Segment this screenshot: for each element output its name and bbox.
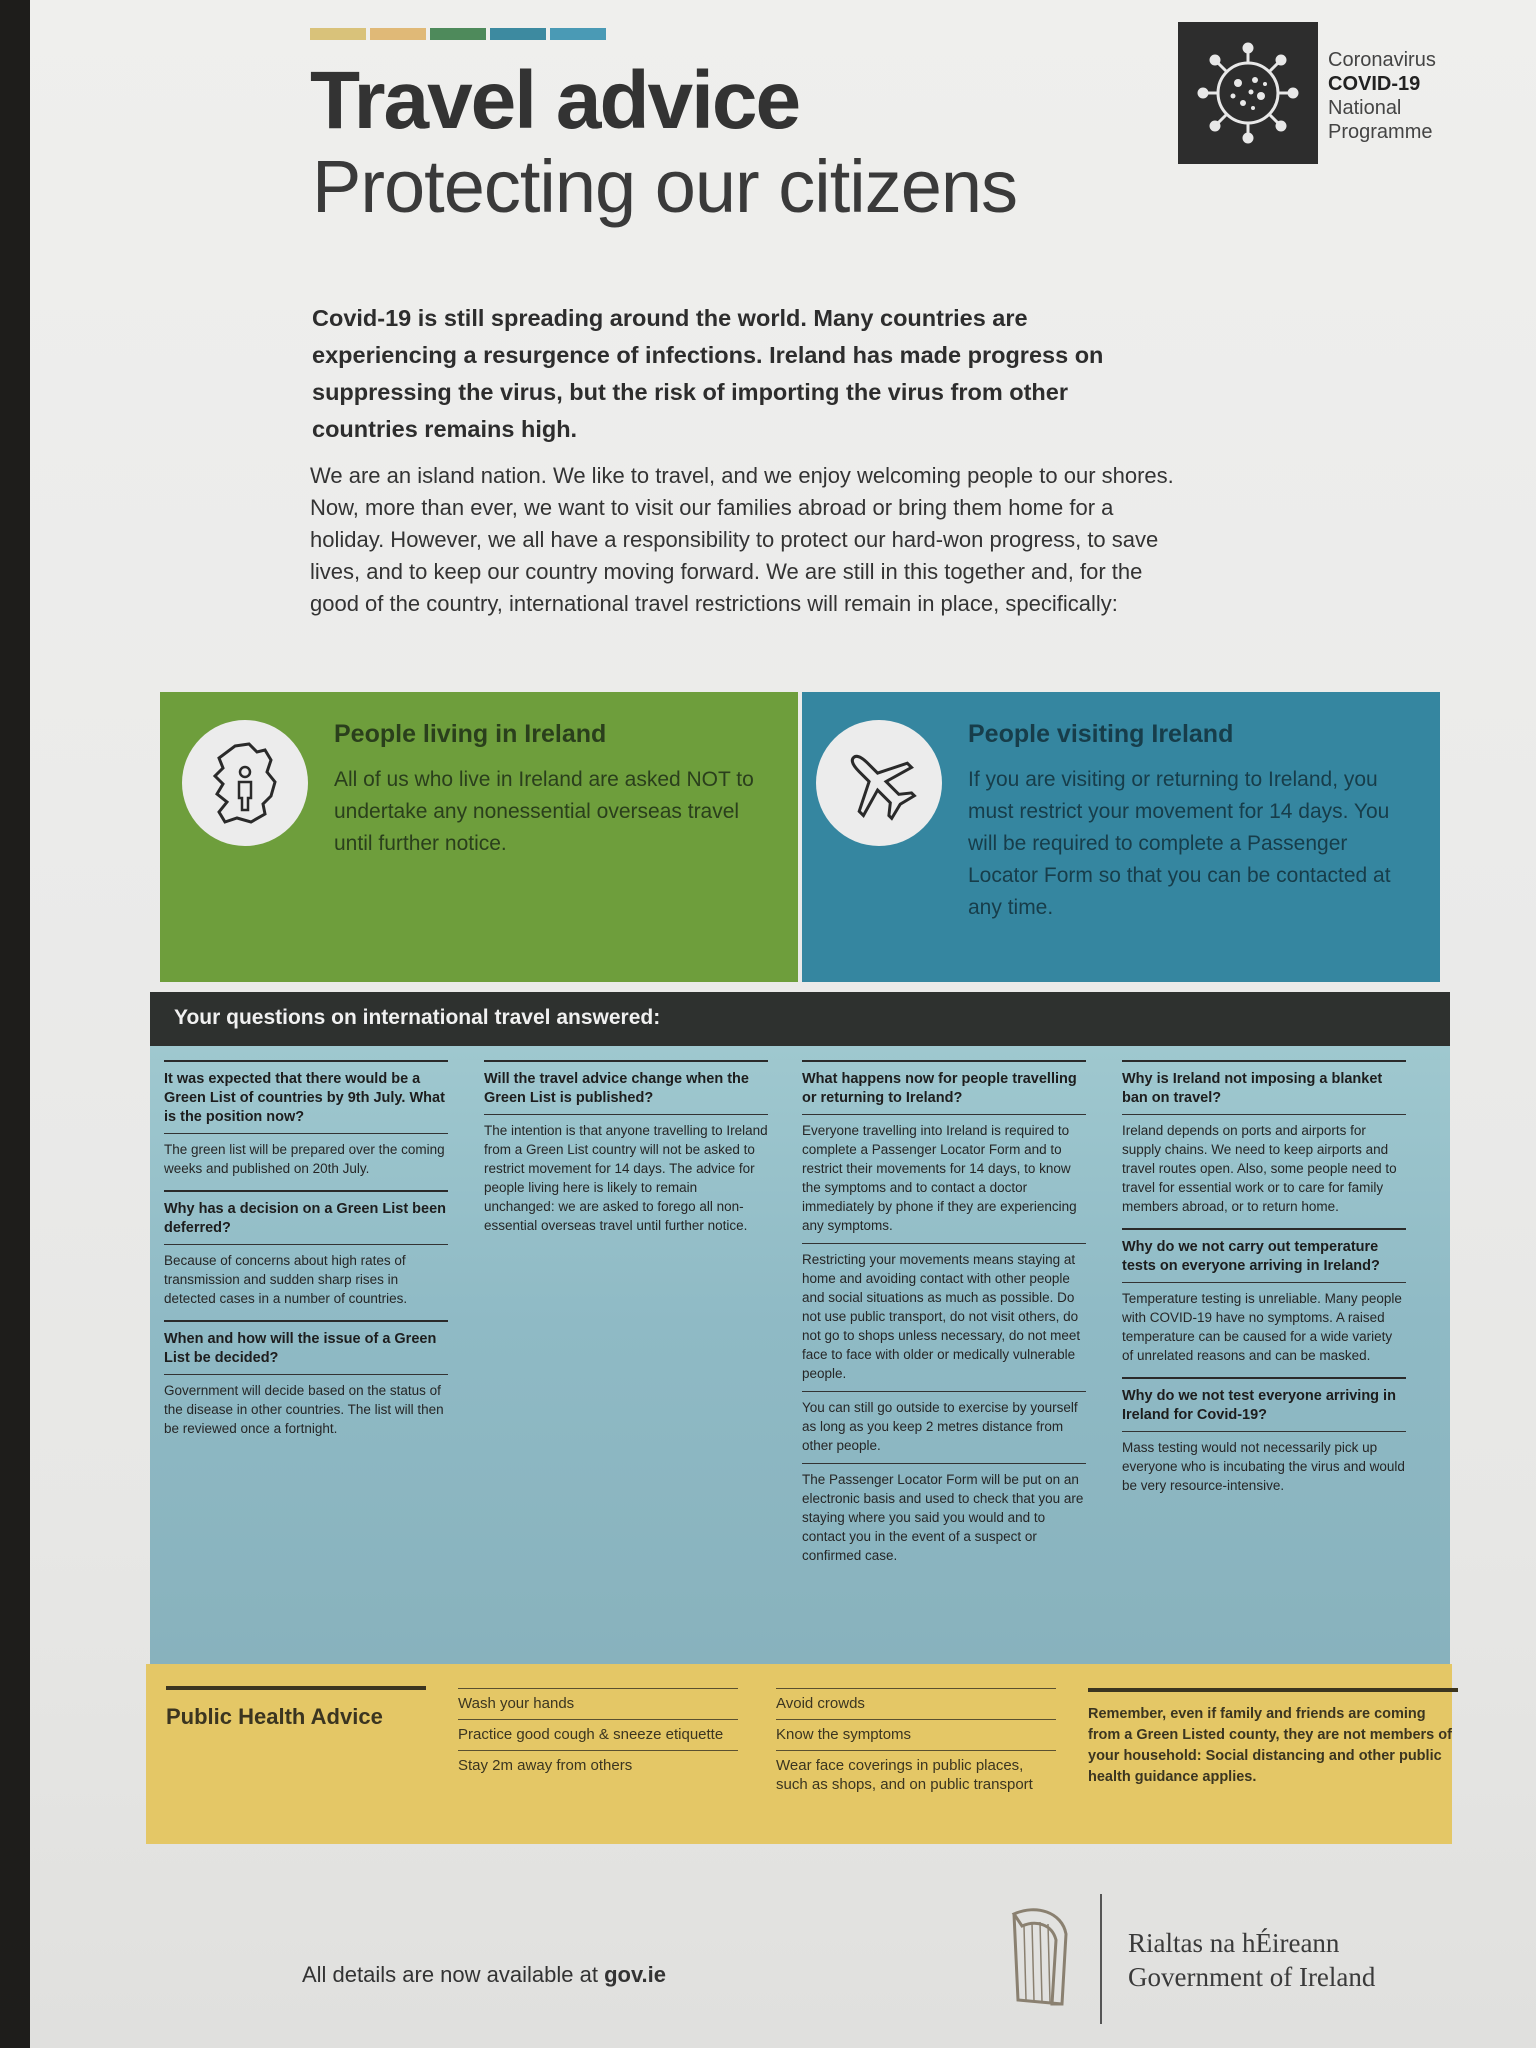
government-wordmark — [1128, 1926, 1375, 1994]
panel-text: All of us who live in Ireland are asked NOT to undertake any nonessential overseas travel until further notice. — [334, 768, 754, 855]
answer: Mass testing would not necessarily pick up everyone who is incubating the virus and would be very resource-intensive. — [1122, 1431, 1406, 1495]
question: Why is Ireland not imposing a blanket ban on travel? — [1122, 1060, 1406, 1108]
answer: Restricting your movements means staying at home and avoiding contact with other people and social situations as much as possible. Do not use public transport, do not visit others, do not go to shops unless necessary, do not meet face to face with older or medically vulnerable people. — [802, 1243, 1086, 1383]
harp-icon — [996, 1904, 1076, 2014]
footer-details — [302, 1962, 666, 1988]
question: What happens now for people travelling or returning to Ireland? — [802, 1060, 1086, 1108]
ireland-map-person-icon — [182, 720, 308, 846]
newspaper-page — [30, 0, 1536, 2048]
questions-header: Your questions on international travel answered: — [150, 992, 1450, 1046]
panel-title: People visiting Ireland — [968, 720, 1234, 748]
intro-lead: Covid-19 is still spreading around the world. Many countries are experiencing a resurgence of infections. Ireland has made progress on suppressing the virus, but the risk of importing the virus from other countries remains high. — [312, 305, 1104, 442]
intro-body: We are an island nation. We like to travel, and we enjoy welcoming people to our shores. Now, more than ever, we want to visit our families abroad or bring them home for a holiday. However, we all have a responsibility to protect our hard-won progress, to save lives, and to keep our country moving forward. We are still in this together and, for the good of the country, international travel restrictions will remain in place, specifically: — [310, 463, 1174, 616]
public-health-title: Public Health Advice — [166, 1686, 426, 1730]
advice-item: Wash your hands — [458, 1688, 738, 1719]
question: Why do we not carry out temperature tests on everyone arriving in Ireland? — [1122, 1228, 1406, 1276]
logo-line: Programme — [1328, 121, 1433, 143]
answer: The green list will be prepared over the coming weeks and published on 20th July. — [164, 1133, 448, 1178]
questions-column-4 — [1122, 1060, 1406, 1507]
answer: The intention is that anyone travelling to Ireland from a Green List country will not be asked to restrict movement for 14 days. The advice for people living here is likely to remain unchanged: we are asked to forego all non-essential overseas travel until further notice. — [484, 1114, 768, 1235]
strip-segment — [550, 28, 606, 40]
public-health-note: Remember, even if family and friends are coming from a Green Listed county, they are not members of your household: Social distancing and other public health guidance applies. — [1088, 1688, 1458, 1788]
footer-divider — [1100, 1894, 1102, 2024]
color-strip — [310, 28, 606, 40]
logo-line-bold: COVID-19 — [1328, 73, 1421, 95]
answer: The Passenger Locator Form will be put on an electronic basis and used to check that you are staying where you said you would and to contact you in the event of a suspect or confirmed case. — [802, 1463, 1086, 1565]
strip-segment — [370, 28, 426, 40]
advice-list-2 — [776, 1688, 1056, 1800]
questions-column-2 — [484, 1060, 768, 1247]
answer: Government will decide based on the status of the disease in other countries. The list will then be reviewed once a fortnight. — [164, 1374, 448, 1438]
advice-list-1 — [458, 1688, 738, 1781]
strip-segment — [490, 28, 546, 40]
advice-item: Stay 2m away from others — [458, 1750, 738, 1781]
strip-segment — [430, 28, 486, 40]
gov-ie-link[interactable]: gov.ie — [604, 1962, 667, 1987]
answer: Because of concerns about high rates of transmission and sudden sharp rises in detected cases in a number of countries. — [164, 1244, 448, 1308]
answer: You can still go outside to exercise by yourself as long as you keep 2 metres distance from other people. — [802, 1391, 1086, 1455]
airplane-icon — [816, 720, 942, 846]
gov-english-name: Government of Ireland — [1128, 1962, 1376, 1992]
questions-column-1 — [164, 1060, 448, 1450]
answer: Temperature testing is unreliable. Many people with COVID-19 have no symptoms. A raised temperature can be caused for a wide variety of unrelated reasons and can be masked. — [1122, 1282, 1406, 1365]
gov-irish-name: Rialtas na hÉireann — [1128, 1928, 1340, 1958]
panel-title: People living in Ireland — [334, 720, 607, 748]
covid-virus-icon — [1178, 22, 1318, 164]
question: Will the travel advice change when the Green List is published? — [484, 1060, 768, 1108]
advice-item: Know the symptoms — [776, 1719, 1056, 1750]
advice-item: Practice good cough & sneeze etiquette — [458, 1719, 738, 1750]
answer: Ireland depends on ports and airports for supply chains. We need to keep airports and travel routes open. Also, some people need to travel for essential work or to care for family members abroad, or to return home. — [1122, 1114, 1406, 1216]
public-health-advice — [146, 1664, 1452, 1844]
question: When and how will the issue of a Green List be decided? — [164, 1320, 448, 1368]
answer: Everyone travelling into Ireland is required to complete a Passenger Locator Form and to restrict their movements for 14 days, to know the symptoms and to contact a doctor immediately by phone if they are experiencing any symptoms. — [802, 1114, 1086, 1235]
questions-area — [150, 1046, 1450, 1664]
question: It was expected that there would be a Green List of countries by 9th July. What is the position now? — [164, 1060, 448, 1127]
panel-people-living — [160, 692, 798, 982]
question: Why do we not test everyone arriving in Ireland for Covid-19? — [1122, 1377, 1406, 1425]
question: Why has a decision on a Green List been deferred? — [164, 1190, 448, 1238]
panel-people-visiting — [802, 692, 1440, 982]
footer-details-text: All details are now available at — [302, 1962, 598, 1987]
logo-line: National — [1328, 97, 1402, 119]
logo-line: Coronavirus — [1328, 49, 1436, 71]
panel-text: If you are visiting or returning to Ireland, you must restrict your movement for 14 days. You will be required to complete a Passenger Locator Form so that you can be contacted at any time. — [968, 768, 1391, 919]
page-subtitle: Protecting our citizens — [312, 145, 1018, 228]
advice-item: Wear face coverings in public places, such as shops, and on public transport — [776, 1750, 1056, 1800]
advice-item: Avoid crowds — [776, 1688, 1056, 1719]
questions-column-3 — [802, 1060, 1086, 1577]
strip-segment — [310, 28, 366, 40]
virus-icon — [1193, 38, 1303, 148]
page-title: Travel advice — [310, 55, 800, 146]
covid-programme-logo — [1328, 48, 1436, 144]
